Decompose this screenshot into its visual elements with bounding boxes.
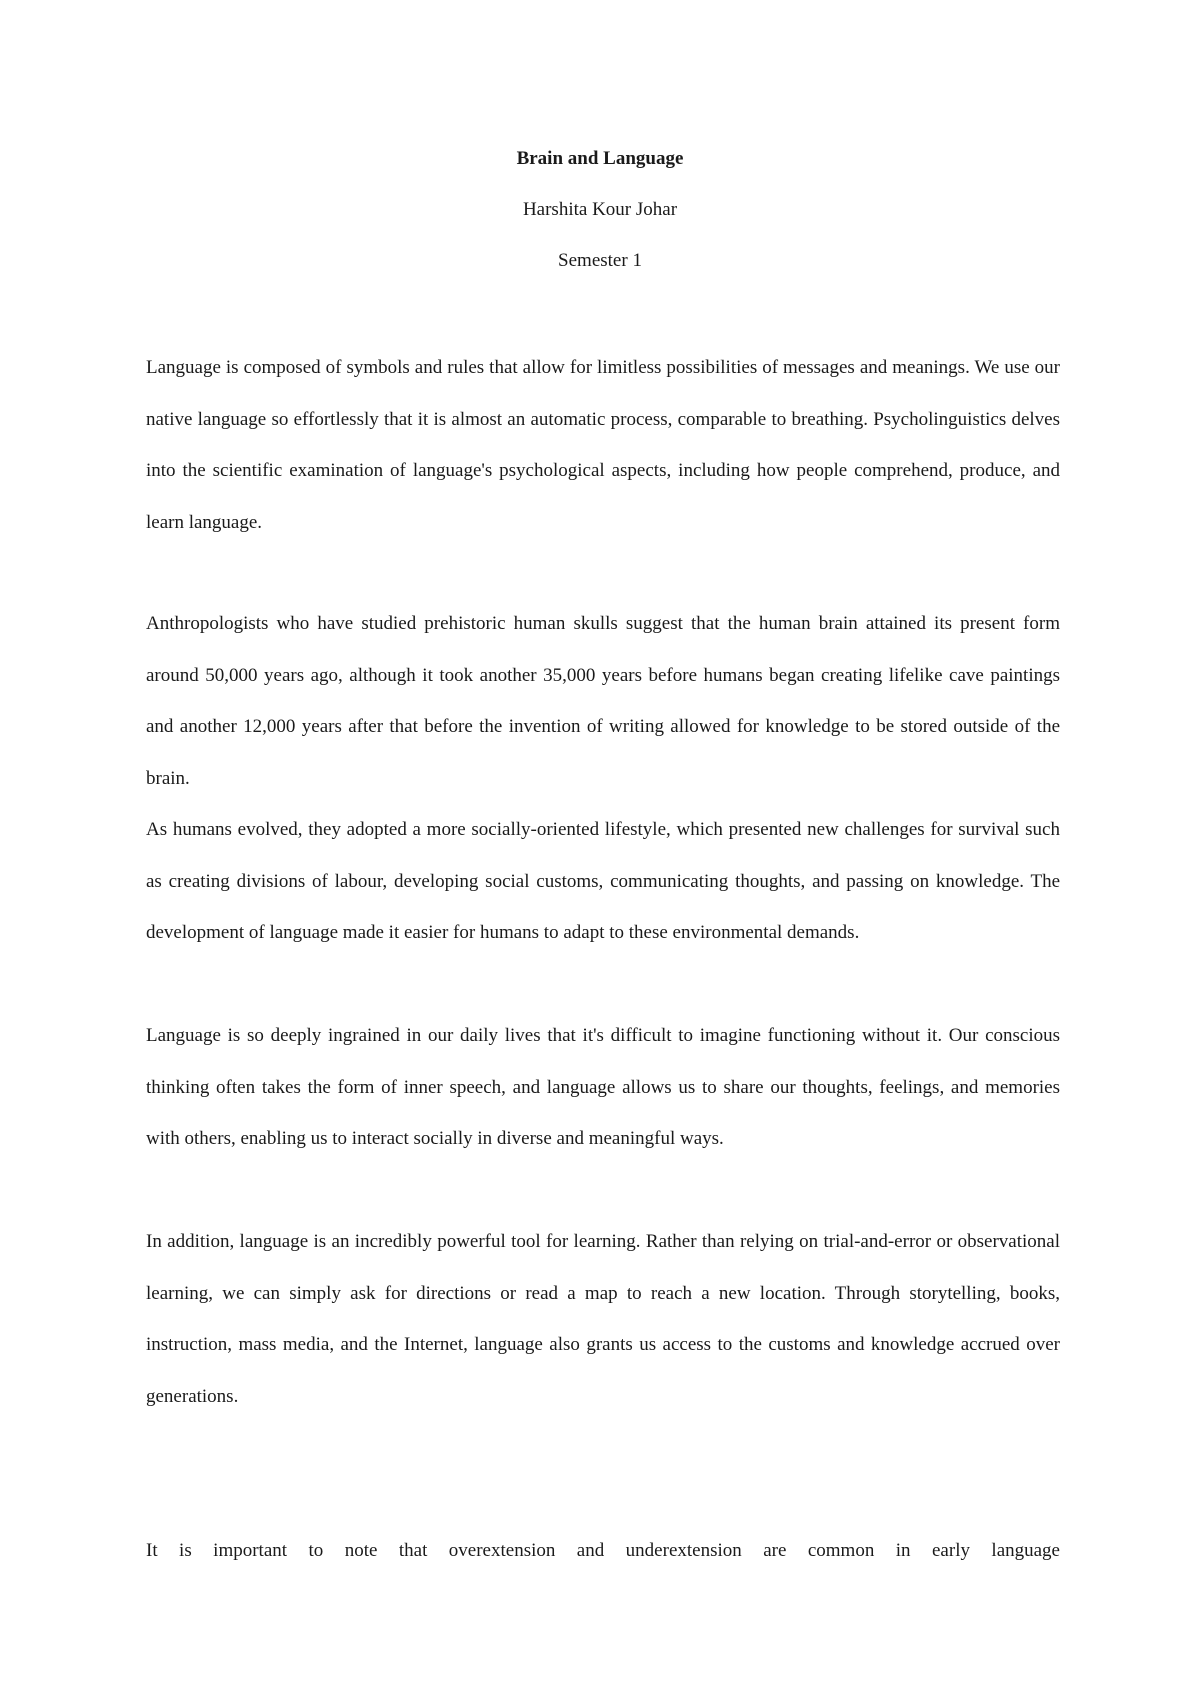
paragraph-4: Language is so deeply ingrained in our daily lives that it's difficult to imagine functioning without it. Our conscious thinking often takes the form of inner speech, and language allows us to share our thoughts, feelings, and memories with others, enabling us to interact socially in diverse and meaningful ways. — [146, 1025, 1060, 1149]
paragraph-3: As humans evolved, they adopted a more socially-oriented lifestyle, which presented new challenges for survival such as creating divisions of labour, developing social customs, communicating thoughts, and passing on knowledge. The development of language made it easier for humans to adapt to these environmental demands. — [146, 819, 1060, 943]
paragraph-2: Anthropologists who have studied prehistoric human skulls suggest that the human brain attained its present form around 50,000 years ago, although it took another 35,000 years before humans began creating lifelike cave paintings and another 12,000 years after that before the invention of writing allowed for knowledge to be stored outside of the brain. — [146, 613, 1060, 789]
document-title: Brain and Language — [516, 148, 684, 169]
paragraph-5: In addition, language is an incredibly powerful tool for learning. Rather than relying on trial-and-error or observational learning, we can simply ask for directions or read a map to reach a new location. Through storytelling, books, instruction, mass media, and the Internet, language also grants us access to the customs and knowledge accrued over generations. — [146, 1231, 1060, 1407]
paragraph-6: It is important to note that overextension and underextension are common in early language — [146, 1540, 1060, 1561]
paragraph-1: Language is composed of symbols and rules that allow for limitless possibilities of messages and meanings. We use our native language so effortlessly that it is almost an automatic process, comparable to breathing. Psycholinguistics delves into the scientific examination of language's psychological aspects, including how people comprehend, produce, and learn language. — [146, 357, 1060, 533]
semester-label: Semester 1 — [558, 250, 642, 271]
author-name: Harshita Kour Johar — [522, 199, 678, 220]
